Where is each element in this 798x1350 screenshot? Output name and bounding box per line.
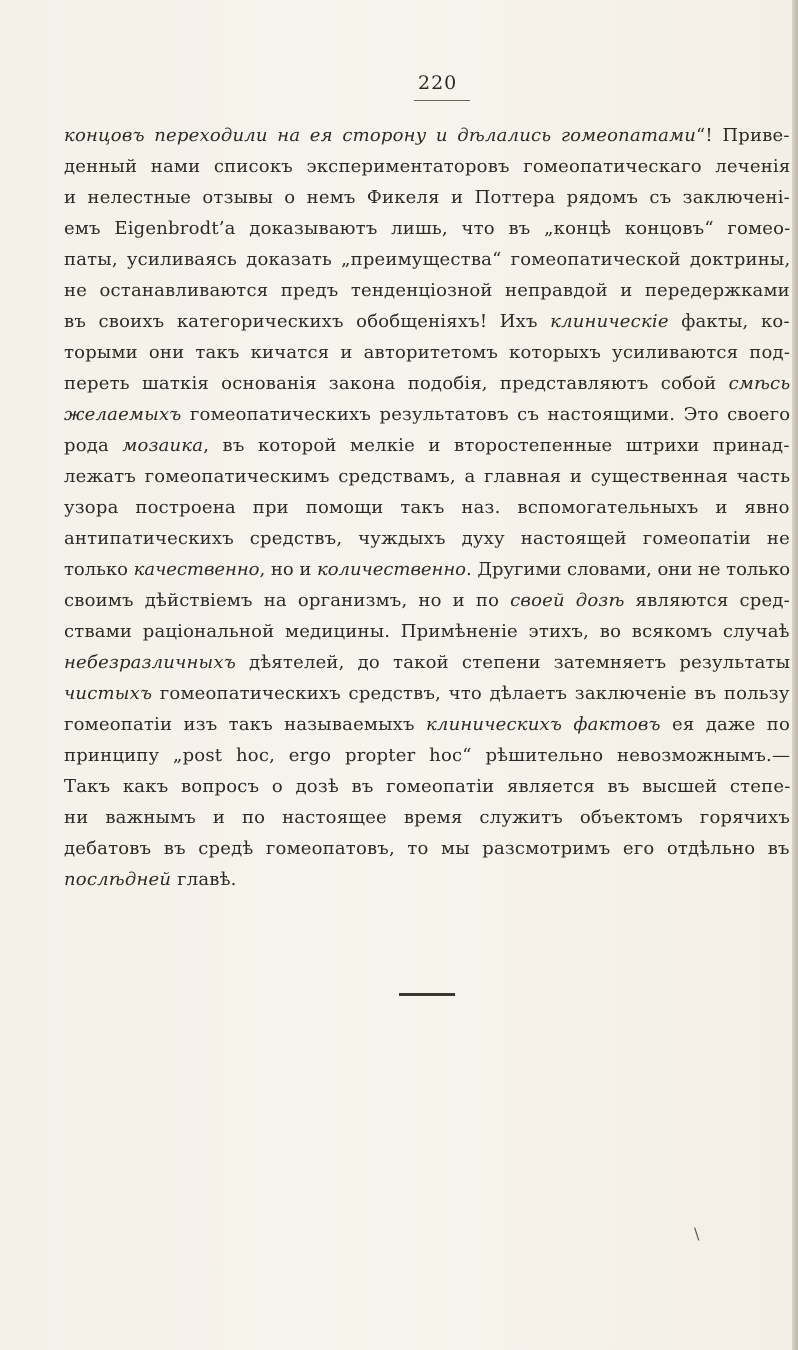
italic-text: послѣдней	[64, 869, 172, 890]
italic-text: клиническихъ фактовъ	[425, 714, 661, 735]
text-segment: емъ Eigenbrodt’a доказываютъ лишь, что въ „концѣ концовъ“ гомео-	[64, 218, 791, 239]
text-segment: дѣятелей, до такой степени затемняетъ результаты	[235, 652, 791, 673]
text-segment: ни важнымъ и по настоящее время служитъ объектомъ горячихъ	[64, 807, 791, 828]
text-segment: являются сред-	[624, 590, 790, 611]
text-segment: паты, усиливаясь доказать „преимущества“ гомеопатической доктрины,	[64, 249, 791, 270]
text-line	[64, 523, 792, 554]
text-segment: Такъ какъ вопросъ о дозѣ въ гомеопатіи является въ высшей степе-	[64, 776, 791, 797]
text-segment: дебатовъ въ средѣ гомеопатовъ, то мы разсмотримъ его отдѣльно въ	[64, 838, 790, 859]
text-line	[64, 554, 792, 585]
text-segment: торыми они такъ кичатся и авторитетомъ которыхъ усиливаются под-	[64, 342, 791, 363]
italic-text: небезразличныхъ	[64, 652, 236, 673]
text-line	[64, 647, 792, 678]
text-segment: , но и	[259, 559, 318, 580]
text-line	[64, 306, 792, 337]
text-segment: денный нами списокъ экспериментаторовъ гомеопатическаго леченія	[64, 156, 791, 177]
page-number: 220	[418, 72, 458, 94]
text-line	[64, 833, 792, 864]
text-segment: антипатическихъ средствъ, чуждыхъ духу настоящей гомеопатіи не	[64, 528, 790, 549]
text-line	[64, 337, 792, 368]
text-segment: . Другими словами, они не только	[465, 559, 791, 580]
text-line	[64, 461, 792, 492]
italic-text: количественно	[317, 559, 466, 580]
text-segment: принципу „post hoc, ergo propter hoc“ рѣшительно невозможнымъ.—	[64, 745, 791, 766]
text-segment: лежатъ гомеопатическимъ средствамъ, а главная и существенная часть	[64, 466, 791, 487]
text-line	[64, 151, 792, 182]
italic-text: клиническіе	[550, 311, 669, 332]
text-segment: и нелестные отзывы о немъ Фикеля и Поттера рядомъ съ заключені-	[64, 187, 790, 208]
text-line	[64, 492, 792, 523]
text-line	[64, 430, 792, 461]
text-segment: своимъ дѣйствіемъ на организмъ, но и по	[64, 590, 511, 611]
page-edge	[792, 0, 798, 1350]
text-segment: рода	[64, 435, 123, 456]
text-segment: переть шаткія основанія закона подобія, представляютъ собой	[64, 373, 729, 394]
text-segment: только	[64, 559, 134, 580]
text-segment: гомеопатическихъ результатовъ съ настоящими. Это своего	[181, 404, 791, 425]
text-line	[64, 213, 792, 244]
text-segment: гомеопатіи изъ такъ называемыхъ	[64, 714, 426, 735]
text-segment: ея даже по	[660, 714, 791, 735]
italic-text: смѣсь	[728, 373, 791, 394]
text-line	[64, 244, 792, 275]
text-segment: “! Приве-	[696, 125, 790, 146]
stray-mark: \	[694, 1224, 700, 1243]
page-number-underline	[414, 100, 470, 101]
text-line	[64, 616, 792, 647]
text-segment: факты, ко-	[668, 311, 790, 332]
text-segment: главѣ.	[171, 869, 237, 890]
text-line	[64, 740, 792, 771]
text-segment: гомеопатическихъ средствъ, что дѣлаетъ заключеніе въ пользу	[152, 683, 790, 704]
italic-text: концовъ переходили на ея сторону и дѣлались гомеопатами	[64, 125, 697, 146]
text-line	[64, 182, 792, 213]
section-end-rule	[399, 993, 455, 996]
italic-text: чистыхъ	[64, 683, 153, 704]
italic-text: мозаика	[122, 435, 204, 456]
text-line	[64, 275, 792, 306]
text-line	[64, 678, 792, 709]
text-line	[64, 771, 792, 802]
text-segment: , въ которой мелкіе и второстепенные штрихи принад-	[203, 435, 790, 456]
text-segment: не останавливаются предъ тенденціозной неправдой и передержками	[64, 280, 790, 301]
italic-text: качественно	[133, 559, 260, 580]
text-line	[64, 709, 792, 740]
body-text	[64, 120, 792, 895]
text-line	[64, 864, 792, 895]
text-line	[64, 585, 792, 616]
text-segment: узора построена при помощи такъ наз. вспомогательныхъ и явно	[64, 497, 790, 518]
text-segment: ствами раціональной медицины. Примѣненіе этихъ, во всякомъ случаѣ	[64, 621, 790, 642]
text-line	[64, 802, 792, 833]
text-line	[64, 368, 792, 399]
italic-text: своей дозѣ	[510, 590, 625, 611]
text-line	[64, 399, 792, 430]
italic-text: желаемыхъ	[64, 404, 182, 425]
text-line	[64, 120, 792, 151]
text-segment: въ своихъ категорическихъ обобщеніяхъ! Ихъ	[64, 311, 551, 332]
